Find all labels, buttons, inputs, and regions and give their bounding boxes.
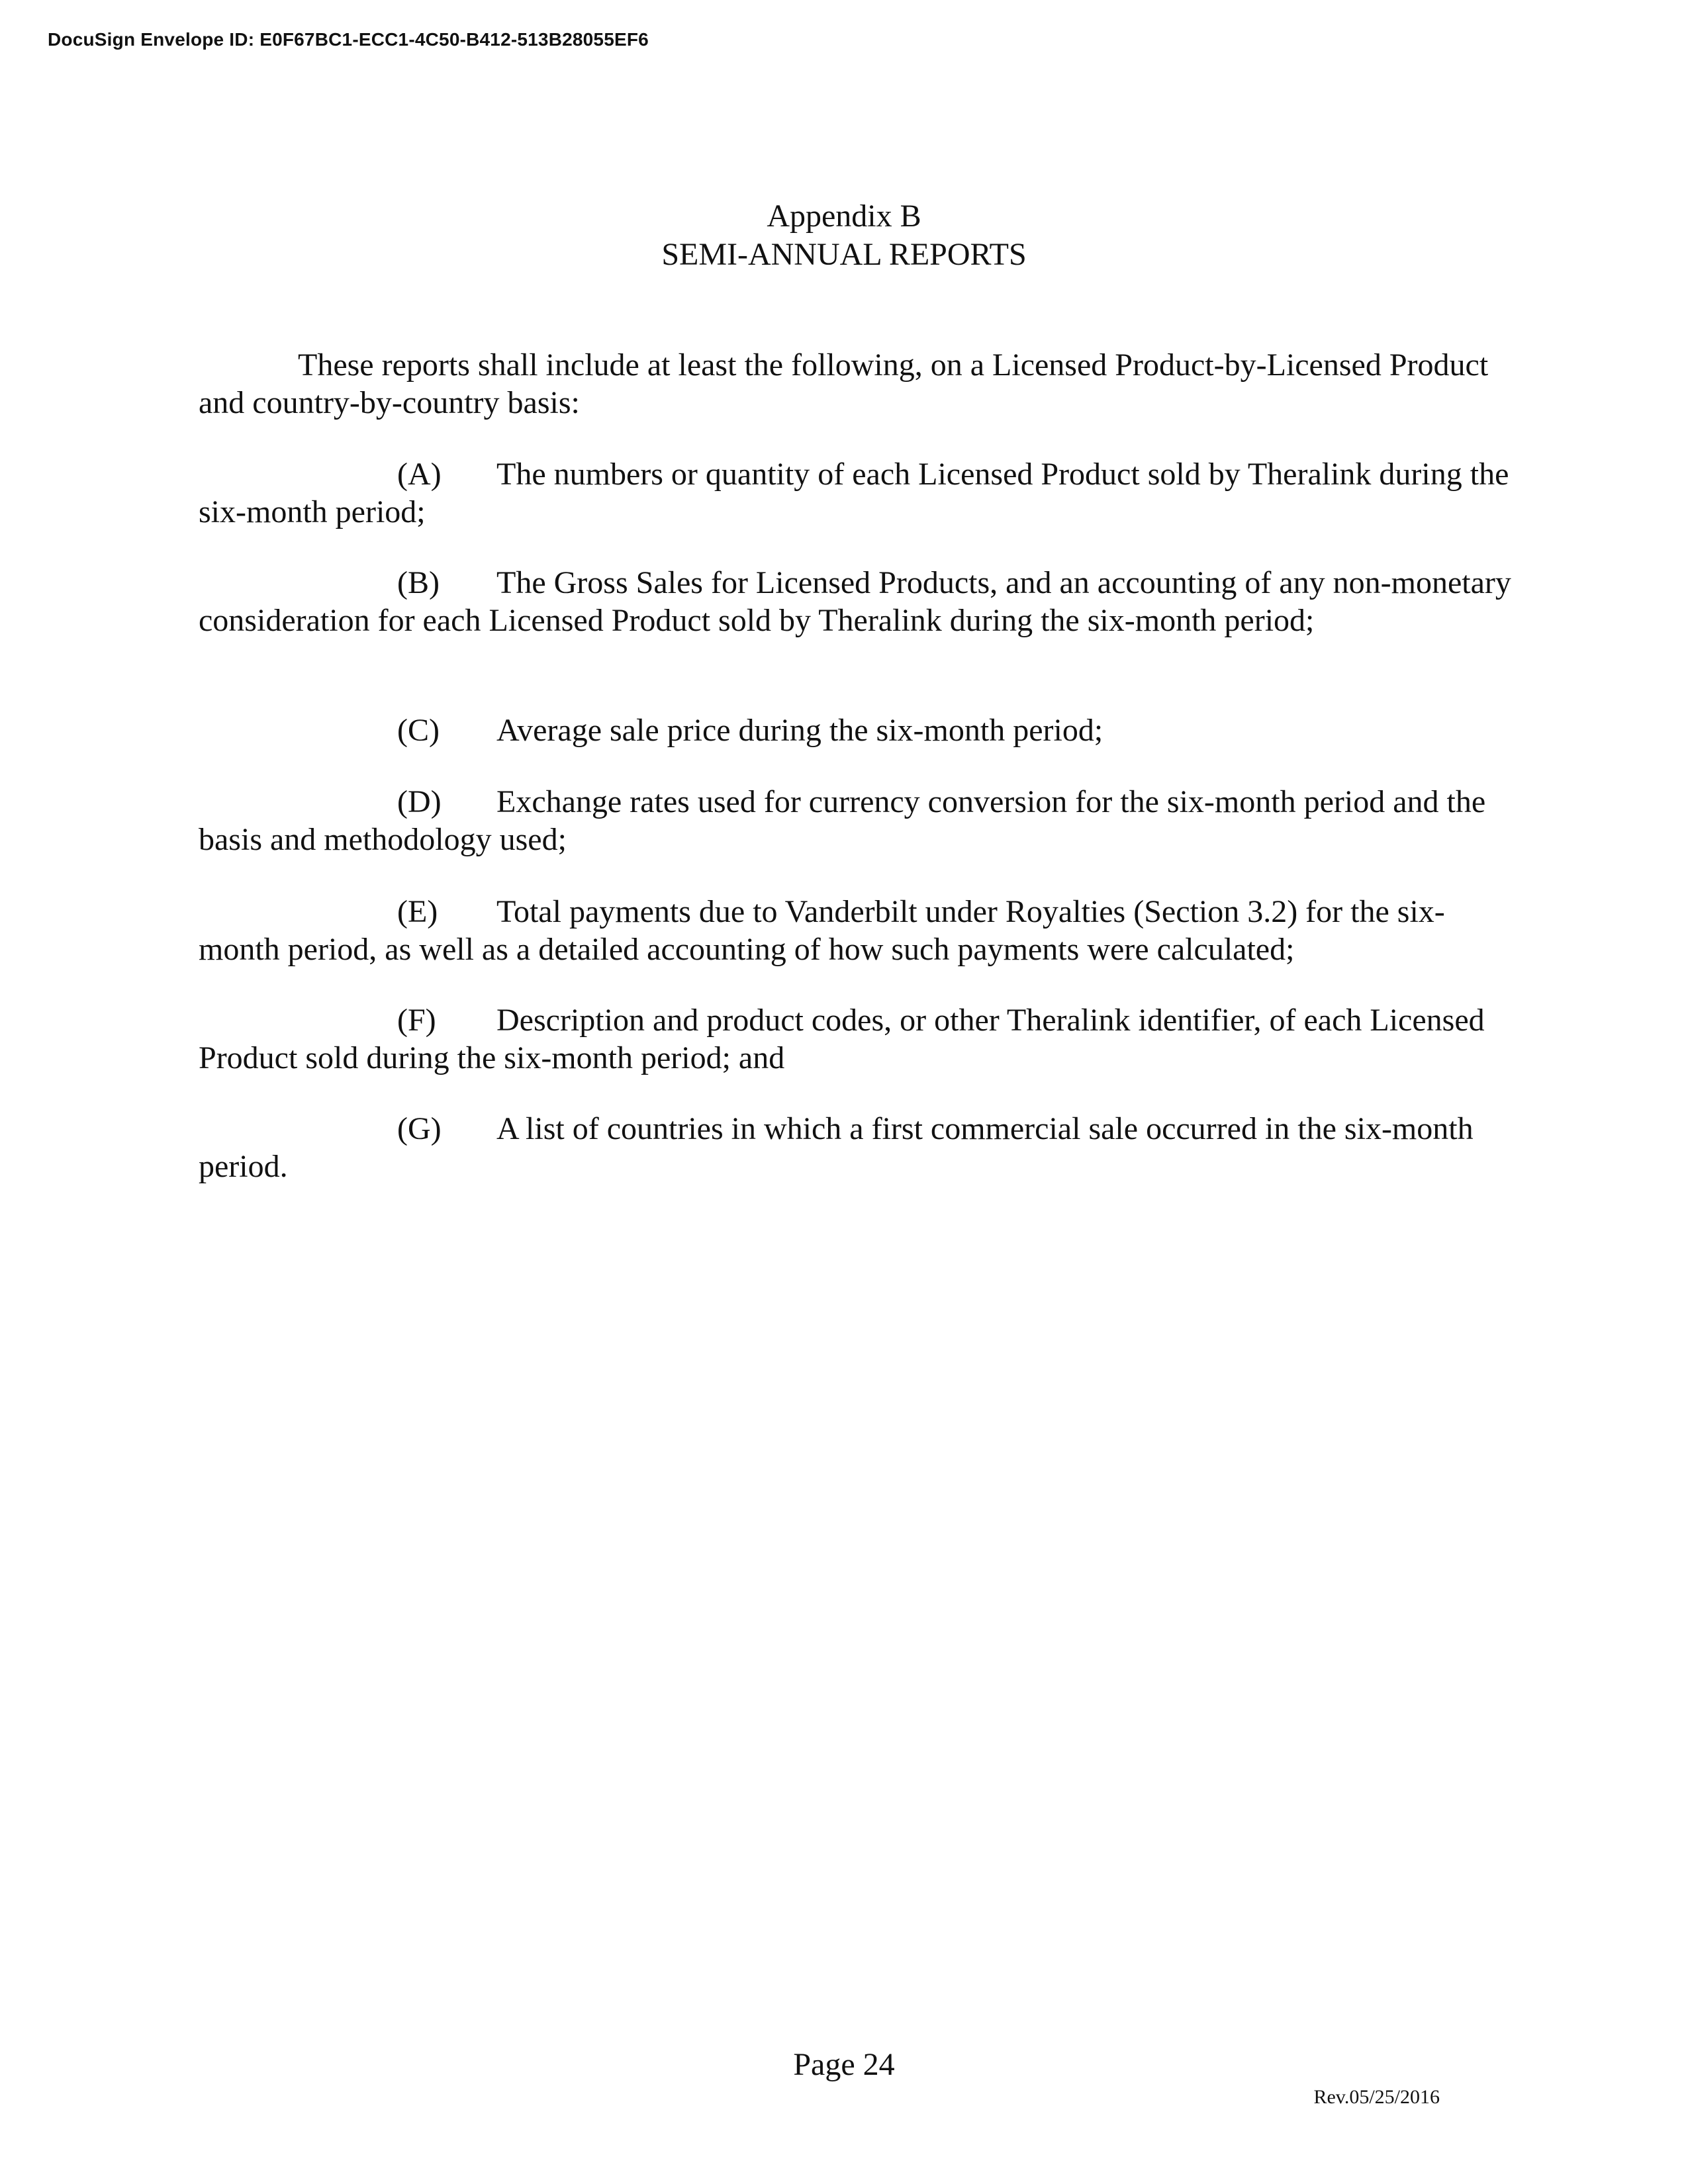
item-text: Average sale price during the six-month period; (496, 713, 1103, 748)
list-item-g (199, 1110, 1516, 1185)
item-letter: (F) (397, 1003, 436, 1038)
appendix-label: Appendix B (767, 199, 921, 234)
page-title: SEMI-ANNUAL REPORTS (661, 237, 1027, 272)
page-number: Page 24 (793, 2047, 895, 2082)
item-text: Description and product codes, or other Theralink identifier, of each Licensed Product sold during the six-month period; and (199, 1003, 1485, 1075)
list-item-b (199, 564, 1516, 639)
item-text: A list of countries in which a first commercial sale occurred in the six-month period. (199, 1111, 1474, 1184)
item-letter: (G) (397, 1111, 442, 1146)
list-item-a (199, 455, 1516, 531)
envelope-id: DocuSign Envelope ID: E0F67BC1-ECC1-4C50-B412-513B28055EF6 (48, 29, 649, 50)
item-letter: (D) (397, 784, 442, 819)
item-letter: (B) (397, 565, 440, 600)
heading (0, 197, 1688, 274)
list-item-e (199, 893, 1516, 968)
list-item-d (199, 783, 1516, 858)
list-item-c (199, 711, 1516, 749)
intro-paragraph: These reports shall include at least the following, on a Licensed Product-by-Licensed Product and country-by-country basis: (199, 347, 1489, 420)
item-text: Exchange rates used for currency conversion for the six-month period and the basis and methodology used; (199, 784, 1486, 857)
item-text: The Gross Sales for Licensed Products, and an accounting of any non-monetary consideration for each Licensed Product sold by Theralink during the six-month period; (199, 565, 1511, 638)
item-text: The numbers or quantity of each Licensed Product sold by Theralink during the six-month period; (199, 457, 1509, 529)
revision-date: Rev.05/25/2016 (1313, 2086, 1440, 2108)
item-text: Total payments due to Vanderbilt under Royalties (Section 3.2) for the six-month period, as well as a detailed accounting of how such payments were calculated; (199, 894, 1445, 967)
item-letter: (A) (397, 457, 442, 492)
list-item-f (199, 1001, 1516, 1077)
item-letter: (E) (397, 894, 438, 929)
item-letter: (C) (397, 713, 440, 748)
